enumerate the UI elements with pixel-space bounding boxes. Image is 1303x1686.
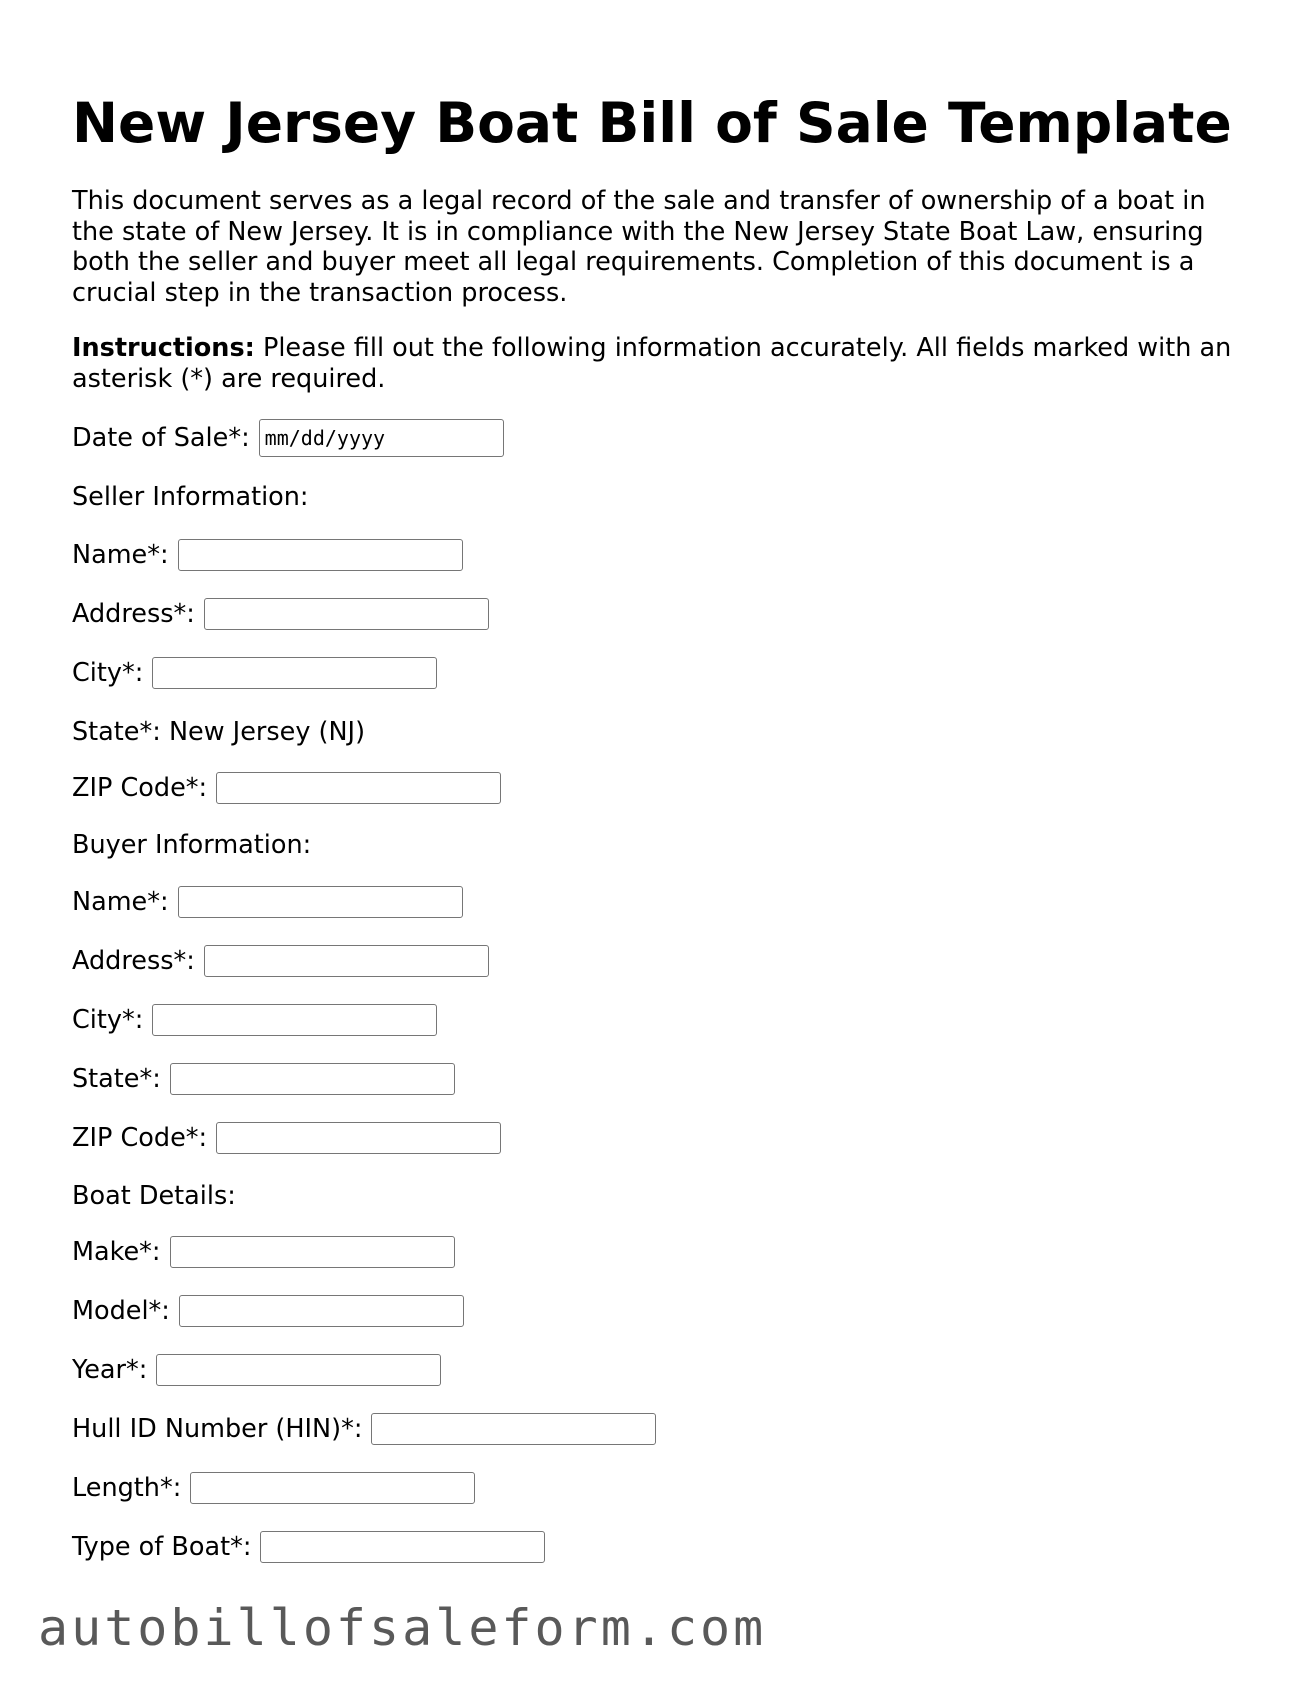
buyer-city-row — [72, 1000, 437, 1040]
buyer-information-heading: Buyer Information: — [72, 830, 312, 860]
boat-type-label: Type of Boat*: — [72, 1532, 252, 1562]
buyer-state-row — [72, 1059, 455, 1099]
boat-make-label: Make*: — [72, 1237, 161, 1267]
boat-length-label: Length*: — [72, 1473, 182, 1503]
buyer-address-label: Address*: — [72, 946, 195, 976]
boat-model-row — [72, 1291, 464, 1331]
seller-zip-label: ZIP Code*: — [72, 773, 208, 803]
boat-hin-input[interactable] — [371, 1413, 656, 1445]
seller-state-text: State*: New Jersey (NJ) — [72, 717, 366, 747]
page-title: New Jersey Boat Bill of Sale Template — [72, 91, 1232, 155]
boat-year-row — [72, 1350, 441, 1390]
date-of-sale-input[interactable] — [259, 419, 504, 457]
buyer-state-label: State*: — [72, 1064, 161, 1094]
seller-address-row — [72, 594, 489, 634]
instructions-paragraph — [72, 333, 1232, 394]
seller-address-input[interactable] — [204, 598, 489, 630]
date-of-sale-row — [72, 418, 504, 458]
seller-address-label: Address*: — [72, 599, 195, 629]
boat-type-row — [72, 1527, 545, 1567]
boat-make-row — [72, 1232, 455, 1272]
buyer-name-row — [72, 882, 463, 922]
boat-hin-label: Hull ID Number (HIN)*: — [72, 1414, 363, 1444]
seller-zip-row — [72, 768, 501, 808]
buyer-zip-row — [72, 1118, 501, 1158]
buyer-name-input[interactable] — [178, 886, 463, 918]
seller-information-heading: Seller Information: — [72, 482, 309, 512]
boat-year-label: Year*: — [72, 1355, 148, 1385]
seller-city-label: City*: — [72, 658, 144, 688]
boat-hin-row — [72, 1409, 656, 1449]
seller-name-row — [72, 535, 463, 575]
intro-paragraph: This document serves as a legal record of the sale and transfer of ownership of a boat in the state of New Jersey. It is in compliance with the New Jersey State Boat Law, ensuring both the seller and buyer meet all legal requirements. Completion of this document is a crucial step in the transaction process. — [72, 186, 1206, 308]
buyer-address-input[interactable] — [204, 945, 489, 977]
boat-type-input[interactable] — [260, 1531, 545, 1563]
seller-city-input[interactable] — [152, 657, 437, 689]
buyer-state-input[interactable] — [170, 1063, 455, 1095]
boat-make-input[interactable] — [170, 1236, 455, 1268]
boat-length-row — [72, 1468, 475, 1508]
buyer-zip-label: ZIP Code*: — [72, 1123, 208, 1153]
buyer-zip-input[interactable] — [216, 1122, 501, 1154]
watermark-text: autobillofsaleform.com — [38, 1599, 767, 1657]
boat-model-label: Model*: — [72, 1296, 170, 1326]
date-of-sale-label: Date of Sale*: — [72, 423, 250, 453]
boat-year-input[interactable] — [156, 1354, 441, 1386]
buyer-city-label: City*: — [72, 1005, 144, 1035]
seller-city-row — [72, 653, 437, 693]
boat-details-heading: Boat Details: — [72, 1181, 236, 1211]
seller-name-input[interactable] — [178, 539, 463, 571]
seller-zip-input[interactable] — [216, 772, 501, 804]
boat-model-input[interactable] — [179, 1295, 464, 1327]
buyer-name-label: Name*: — [72, 887, 169, 917]
instructions-text: Please fill out the following information accurately. All fields marked with an asterisk (*) are required. — [72, 333, 1232, 394]
seller-name-label: Name*: — [72, 540, 169, 570]
buyer-city-input[interactable] — [152, 1004, 437, 1036]
instructions-heading: Instructions: — [72, 333, 255, 363]
boat-length-input[interactable] — [190, 1472, 475, 1504]
buyer-address-row — [72, 941, 489, 981]
